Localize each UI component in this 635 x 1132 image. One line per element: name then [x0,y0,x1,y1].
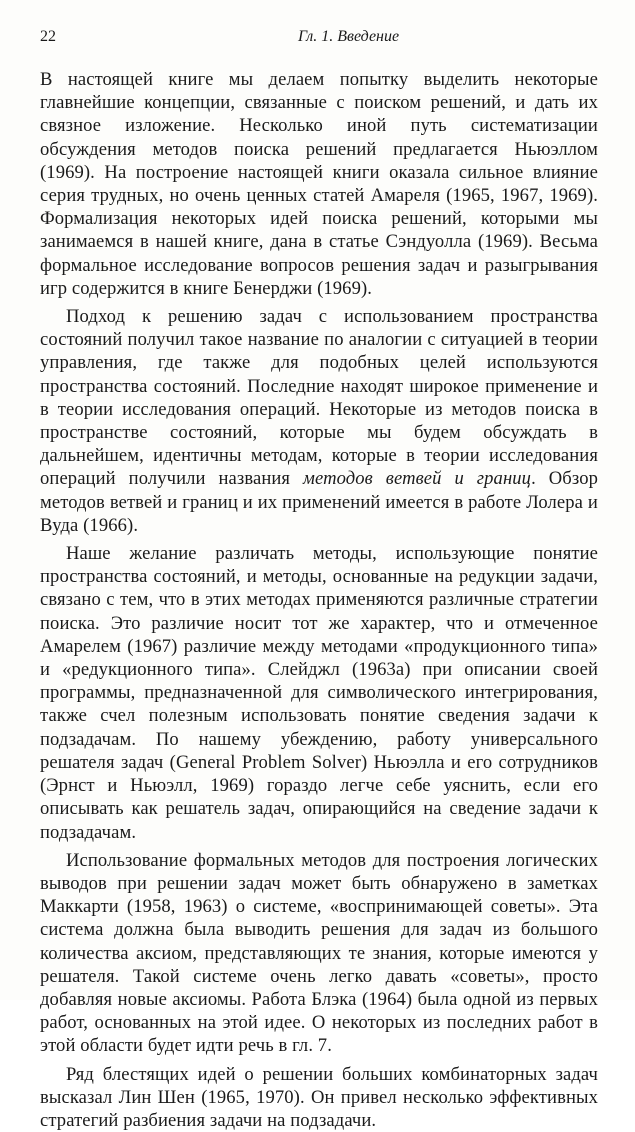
paragraph-2-text-after: . Обзор методов ветвей и границ и их применений имеется в работе Лолера и Вуда (1966). [40,468,598,536]
paragraph-5: Ряд блестящих идей о решении больших комбинаторных задач высказал Лин Шен (1965, 1970). Он привел несколько эффективных стратегий разбиения задачи на подзадачи. [40,1063,598,1131]
body-text [40,68,598,1132]
paragraph-1: В настоящей книге мы делаем попытку выделить некоторые главнейшие концепции, связанные с поиском решений, и дать их связное изложение. Несколько иной путь систематизации обсуждения методов поиска решений предлагается Ньюэллом (1969). На построение настоящей книги оказала сильное влияние серия трудных, но очень ценных статей Амареля (1965, 1967, 1969). Формализация некоторых идей поиска решений, которыми мы занимаемся в нашей книге, дана в статье Сэндуолла (1969). Весьма формальное исследование вопросов решения задач и разыгрывания игр содержится в книге Бенерджи (1969). [40,69,598,299]
paragraph-4: Использование формальных методов для построения логических выводов при решении задач может быть обнаружено в заметках Маккарти (1958, 1963) о системе, «воспринимающей советы». Эта система должна была выводить решения для задач из большого количества аксиом, представляющих те знания, которые имеются у решателя. Такой системе очень легко давать «советы», просто добавляя новые аксиомы. Работа Блэка (1964) была одной из первых работ, основанных на этой идее. О некоторых из последних работ в этой области будет идти речь в гл. 7. [40,849,598,1057]
page-number: 22 [40,28,56,45]
paragraph-2 [40,305,598,537]
paragraph-3: Наше желание различать методы, использующие понятие пространства состояний, и методы, основанные на редукции задачи, связано с тем, что в этих методах применяются различные стратегии поиска. Это различие носит тот же характер, что и отмеченное Амарелем (1967) различие между методами «продукционного типа» и «редукционного типа». Слейджл (1963а) при описании своей программы, предназначенной для символического интегрирования, также счел полезным использовать понятие сведения задачи к подзадачам. По нашему убеждению, работу универсального решателя задач (General Problem Solver) Ньюэлла и его сотрудников (Эрнст и Ньюэлл, 1969) гораздо легче себе уяснить, если его описывать как решатель задач, опирающийся на сведение задачи к подзадачам. [40,543,598,843]
paragraph-2-text-before: Подход к решению задач с использованием пространства состояний получил такое название по аналогии с ситуацией в теории управления, где также для подобных целей используются пространства состояний. Последние находят широкое применение и в теории исследования операций. Некоторые из методов поиска в пространстве состояний, которые мы будем обсуждать в дальнейшем, идентичны методам, которые в теории исследования операций получили названия [40,306,598,490]
running-title: Гл. 1. Введение [298,28,400,45]
paragraph-2-emphasis: методов ветвей и границ [303,468,532,490]
page-header [40,28,600,50]
